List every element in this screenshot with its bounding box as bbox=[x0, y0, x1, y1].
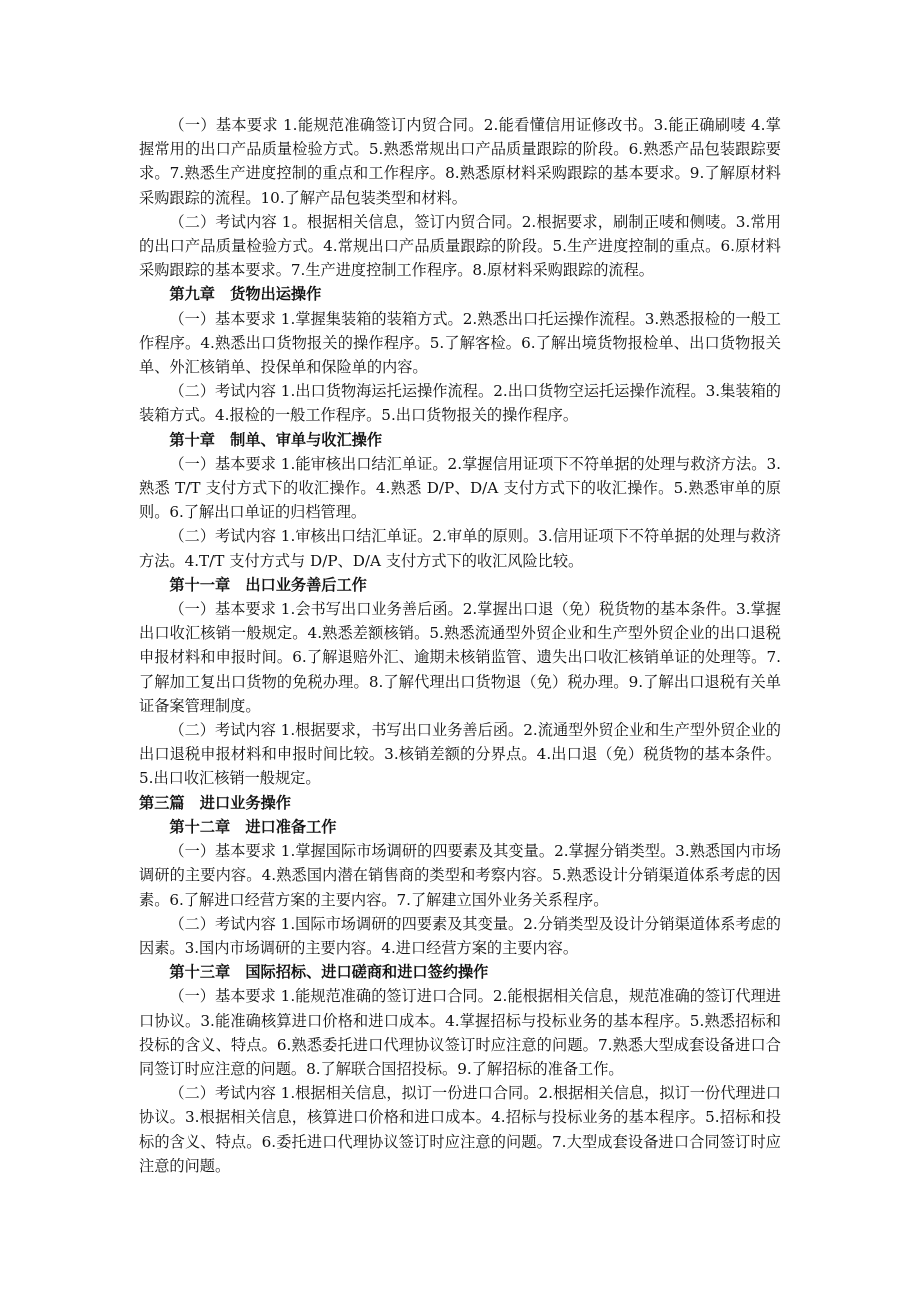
paragraph-ch8-requirements: （一）基本要求 1.能规范准确签订内贸合同。2.能看懂信用证修改书。3.能正确刷唛 4.掌握常用的出口产品质量检验方式。5.熟悉常规出口产品质量跟踪的阶段。6.熟悉产品包装跟踪要求。7.熟悉生产进度控制的重点和工作程序。8.熟悉原材料采购跟踪的基本要求。9.了解原材料采购跟踪的流程。10.了解产品包装类型和材料。 bbox=[139, 116, 781, 207]
chapter-11-heading: 第十一章 出口业务善后工作 bbox=[169, 575, 367, 594]
paragraph-ch8-exam: （二）考试内容 1。根据相关信息，签订内贸合同。2.根据要求，刷制正唛和侧唛。3.常用的出口产品质量检验方式。4.常规出口产品质量跟踪的阶段。5.生产进度控制的重点。6.原材料采购跟踪的基本要求。7.生产进度控制工作程序。8.原材料采购跟踪的流程。 bbox=[139, 212, 781, 280]
paragraph-ch10-exam: （二）考试内容 1.审核出口结汇单证。2.审单的原则。3.信用证项下不符单据的处理与救济方法。4.T/T 支付方式与 D/P、D/A 支付方式下的收汇风险比较。 bbox=[139, 527, 781, 570]
part-3-heading: 第三篇 进口业务操作 bbox=[139, 793, 291, 812]
paragraph-ch12-requirements: （一）基本要求 1.掌握国际市场调研的四要素及其变量。2.掌握分销类型。3.熟悉国内市场调研的主要内容。4.熟悉国内潜在销售商的类型和考察内容。5.熟悉设计分销渠道体系考虑的因素。6.了解进口经营方案的主要内容。7.了解建立国外业务关系程序。 bbox=[139, 842, 781, 909]
paragraph-ch13-requirements: （一）基本要求 1.能规范准确的签订进口合同。2.能根据相关信息，规范准确的签订代理进口协议。3.能准确核算进口价格和进口成本。4.掌握招标与投标业务的基本程序。5.熟悉招标和投标的含义、特点。6.熟悉委托进口代理协议签订时应注意的问题。7.熟悉大型成套设备进口合同签订时应注意的问题。8.了解联合国招投标。9.了解招标的准备工作。 bbox=[139, 987, 781, 1078]
paragraph-ch13-exam: （二）考试内容 1.根据相关信息，拟订一份进口合同。2.根据相关信息，拟订一份代理进口协议。3.根据相关信息，核算进口价格和进口成本。4.招标与投标业务的基本程序。5.招标和投标的含义、特点。6.委托进口代理协议签订时应注意的问题。7.大型成套设备进口合同签订时应注意的问题。 bbox=[139, 1084, 781, 1175]
paragraph-ch11-requirements: （一）基本要求 1.会书写出口业务善后函。2.掌握出口退（免）税货物的基本条件。3.掌握出口收汇核销一般规定。4.熟悉差额核销。5.熟悉流通型外贸企业和生产型外贸企业的出口退税申报材料和申报时间。6.了解退赔外汇、逾期未核销监管、遗失出口收汇核销单证的处理等。7.了解加工复出口货物的免税办理。8.了解代理出口货物退（免）税办理。9.了解出口退税有关单证备案管理制度。 bbox=[139, 600, 781, 715]
chapter-9-heading: 第九章 货物出运操作 bbox=[169, 285, 322, 304]
paragraph-ch9-requirements: （一）基本要求 1.掌握集装箱的装箱方式。2.熟悉出口托运操作流程。3.熟悉报检的一般工作程序。4.熟悉出口货物报关的操作程序。5.了解客检。6.了解出境货物报检单、出口货物报关单、外汇核销单、投保单和保险单的内容。 bbox=[139, 309, 781, 377]
document-body bbox=[139, 113, 781, 1178]
chapter-13-heading: 第十三章 国际招标、进口磋商和进口签约操作 bbox=[169, 963, 489, 982]
paragraph-ch11-exam: （二）考试内容 1.根据要求，书写出口业务善后函。2.流通型外贸企业和生产型外贸企业的出口退税申报材料和申报时间比较。3.核销差额的分界点。4.出口退（免）税货物的基本条件。5.出口收汇核销一般规定。 bbox=[139, 721, 781, 788]
paragraph-ch12-exam: （二）考试内容 1.国际市场调研的四要素及其变量。2.分销类型及设计分销渠道体系考虑的因素。3.国内市场调研的主要内容。4.进口经营方案的主要内容。 bbox=[139, 914, 781, 957]
chapter-12-heading: 第十二章 进口准备工作 bbox=[169, 817, 337, 836]
paragraph-ch10-requirements: （一）基本要求 1.能审核出口结汇单证。2.掌握信用证项下不符单据的处理与救济方法。3.熟悉 T/T 支付方式下的收汇操作。4.熟悉 D/P、D/A 支付方式下的收汇操作。5.熟悉审单的原则。6.了解出口单证的归档管理。 bbox=[139, 454, 781, 522]
paragraph-ch9-exam: （二）考试内容 1.出口货物海运托运操作流程。2.出口货物空运托运操作流程。3.集装箱的装箱方式。4.报检的一般工作程序。5.出口货物报关的操作程序。 bbox=[139, 382, 781, 425]
chapter-10-heading: 第十章 制单、审单与收汇操作 bbox=[169, 430, 383, 449]
